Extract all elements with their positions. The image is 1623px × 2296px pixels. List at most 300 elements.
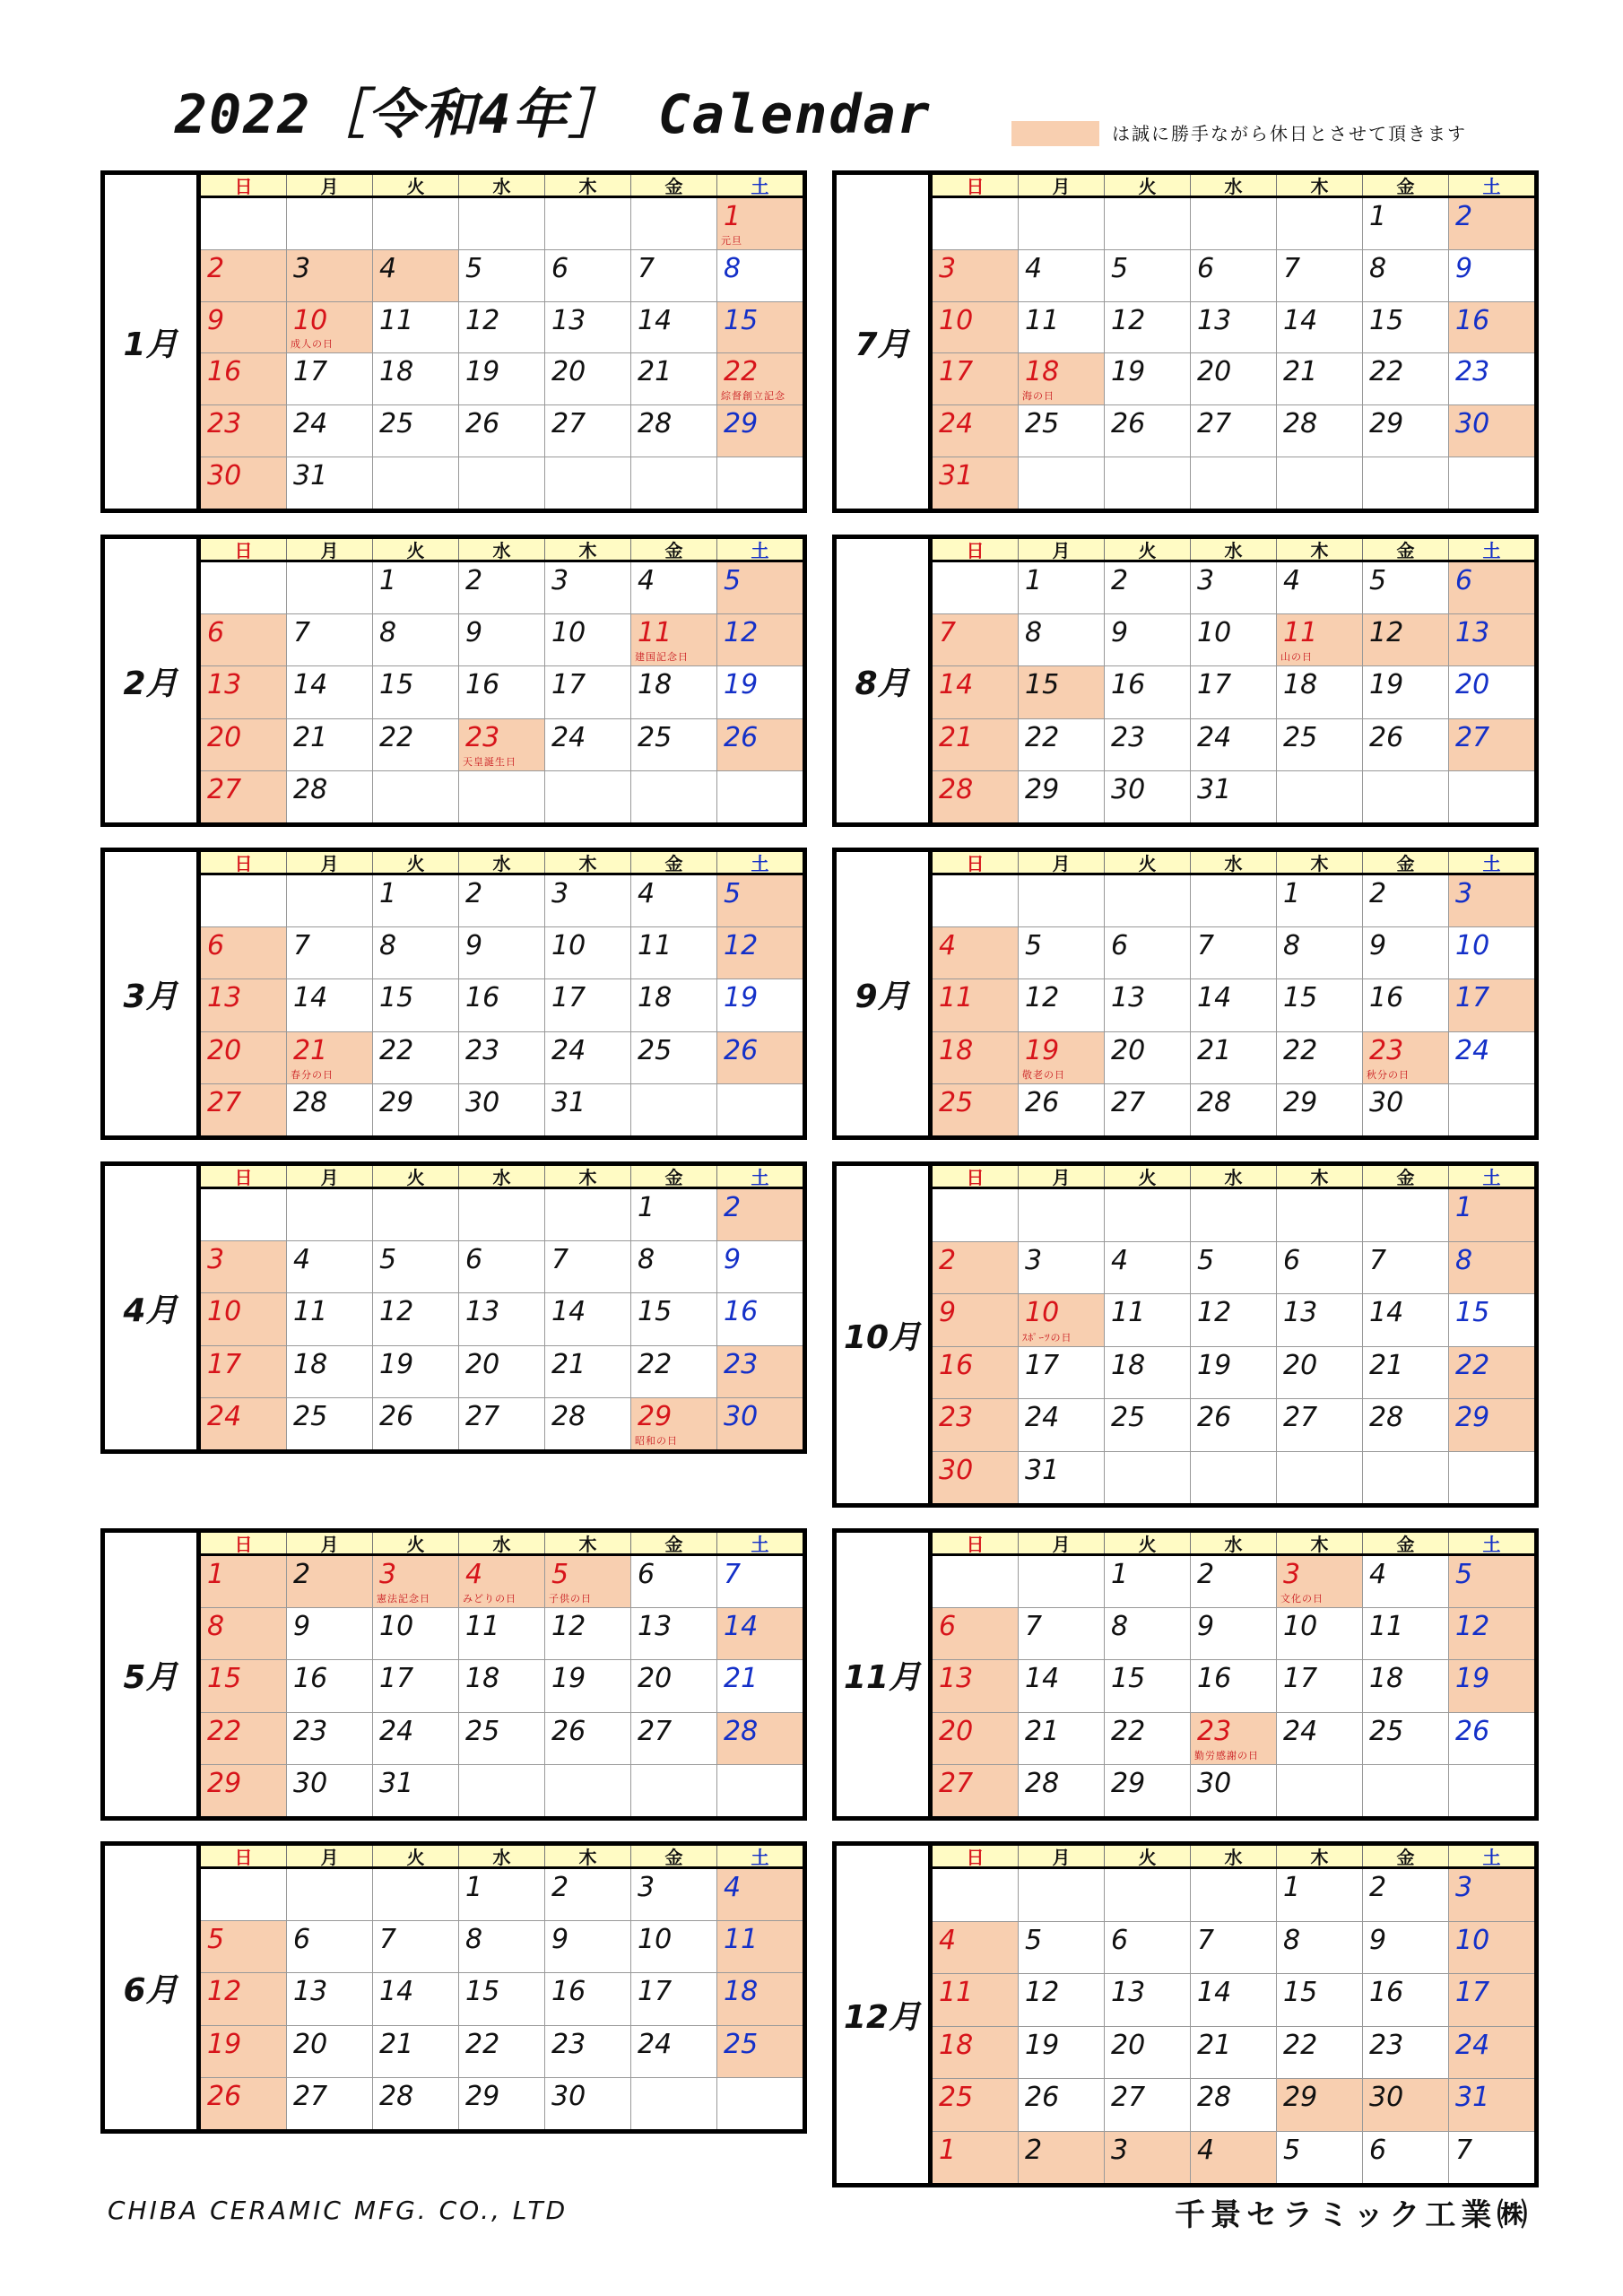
week-row (933, 1922, 1534, 1975)
empty-cell (1276, 771, 1362, 822)
day-cell (1018, 562, 1104, 613)
week-row (201, 1869, 803, 1921)
day-number: 21 (1197, 1034, 1232, 1066)
day-number: 2 (724, 1192, 742, 1223)
day-cell (716, 1921, 803, 1972)
weekday-header (201, 1533, 803, 1556)
weekday-label: 土 (716, 852, 803, 873)
day-number: 1 (1283, 878, 1301, 909)
day-cell (544, 1921, 630, 1972)
day-number: 16 (1369, 1977, 1404, 2008)
empty-cell (458, 1189, 544, 1240)
day-cell (1104, 1660, 1190, 1711)
day-number: 9 (207, 304, 225, 336)
week-row (933, 927, 1534, 979)
day-cell (1448, 1032, 1534, 1083)
day-cell (630, 1241, 716, 1292)
day-number: 11 (939, 1977, 974, 2008)
week-row (933, 1242, 1534, 1295)
day-cell (372, 1660, 458, 1711)
day-number: 10 (638, 1924, 673, 1956)
month-label: 11月 (837, 1533, 933, 1816)
day-cell (716, 614, 803, 665)
day-cell (933, 1608, 1018, 1659)
day-cell (1190, 250, 1276, 301)
day-cell (1018, 2132, 1104, 2184)
day-cell (1276, 927, 1362, 978)
month-grid (933, 1533, 1534, 1816)
weekday-label: 水 (458, 1533, 544, 1553)
holiday-name: 海の日 (1022, 390, 1055, 403)
day-cell (1190, 2027, 1276, 2079)
day-cell (201, 405, 286, 457)
day-number: 3 (1111, 2134, 1129, 2166)
day-cell (933, 302, 1018, 353)
empty-cell (201, 1869, 286, 1920)
weekday-label: 水 (1190, 175, 1276, 196)
day-cell (716, 1398, 803, 1449)
day-cell (201, 1608, 286, 1659)
empty-cell (1362, 771, 1448, 822)
weekday-label: 土 (1448, 1846, 1534, 1866)
weekday-header (933, 175, 1534, 198)
day-number: 26 (1197, 1402, 1232, 1433)
weekday-label: 水 (1190, 852, 1276, 873)
day-number: 16 (1197, 1663, 1232, 1695)
day-cell (458, 719, 544, 770)
day-cell (1190, 719, 1276, 770)
empty-cell (544, 1765, 630, 1816)
day-number: 16 (1111, 669, 1146, 701)
weekday-label: 水 (458, 852, 544, 873)
day-cell (716, 927, 803, 978)
empty-cell (286, 562, 372, 613)
day-number: 16 (1455, 304, 1490, 336)
day-number: 5 (1197, 1244, 1215, 1276)
day-number: 21 (939, 721, 974, 753)
weekday-label: 土 (1448, 1533, 1534, 1553)
empty-cell (1018, 198, 1104, 249)
day-cell (1018, 2079, 1104, 2131)
day-cell (1190, 1084, 1276, 1135)
day-number: 19 (1111, 356, 1146, 388)
day-cell (372, 405, 458, 457)
day-number: 22 (207, 1715, 242, 1747)
holiday-name: 敬老の日 (1022, 1068, 1065, 1081)
day-cell (544, 927, 630, 978)
day-number: 4 (1025, 252, 1043, 284)
weekday-header (933, 1533, 1534, 1556)
day-number: 27 (293, 2080, 328, 2112)
day-cell (201, 1556, 286, 1607)
day-number: 10 (1283, 1611, 1318, 1643)
day-cell (544, 353, 630, 404)
empty-cell (286, 875, 372, 926)
day-number: 11 (465, 1611, 500, 1643)
empty-cell (201, 875, 286, 926)
empty-cell (630, 1084, 716, 1135)
day-cell (933, 927, 1018, 978)
day-cell (1276, 1974, 1362, 2026)
day-number: 17 (293, 356, 328, 388)
day-cell (1362, 1242, 1448, 1294)
day-cell (1448, 927, 1534, 978)
day-number: 28 (939, 773, 974, 805)
day-number: 8 (379, 930, 397, 962)
day-number: 20 (1111, 1034, 1146, 1066)
weekday-label: 水 (1190, 539, 1276, 560)
day-number: 12 (1025, 1977, 1060, 2008)
day-cell (458, 2078, 544, 2129)
day-number: 9 (1369, 1924, 1387, 1956)
day-cell (372, 1973, 458, 2024)
day-cell (630, 1660, 716, 1711)
day-cell (1276, 1032, 1362, 1083)
day-number: 8 (1283, 1924, 1301, 1956)
day-number: 15 (724, 304, 759, 336)
empty-cell (630, 457, 716, 509)
empty-cell (544, 457, 630, 509)
day-number: 11 (638, 930, 673, 962)
day-number: 31 (1455, 2082, 1490, 2113)
day-cell (372, 1032, 458, 1083)
weekday-label: 日 (234, 1534, 253, 1555)
day-number: 9 (939, 1297, 957, 1328)
week-row (933, 1084, 1534, 1135)
day-number: 4 (1197, 2134, 1215, 2166)
day-cell (716, 353, 803, 404)
company-name-japanese: 千景セラミック工業㈱ (1175, 2197, 1533, 2233)
weekday-label: 月 (1018, 1166, 1104, 1187)
day-cell (201, 1921, 286, 1972)
day-cell (933, 2132, 1018, 2184)
day-cell (1104, 1242, 1190, 1294)
day-number: 29 (1025, 773, 1060, 805)
day-number: 25 (1111, 1402, 1146, 1433)
day-cell (1362, 2132, 1448, 2184)
week-row (201, 719, 803, 771)
empty-cell (1276, 198, 1362, 249)
day-cell (1104, 302, 1190, 353)
day-number: 4 (724, 1872, 742, 1903)
day-number: 27 (1111, 1086, 1146, 1118)
week-row (933, 1294, 1534, 1347)
holiday-name: 建国記念日 (635, 651, 689, 664)
day-number: 11 (638, 617, 673, 649)
empty-cell (544, 198, 630, 249)
day-cell (716, 1608, 803, 1659)
day-number: 20 (293, 2028, 328, 2060)
week-row (201, 250, 803, 302)
day-number: 22 (638, 1348, 673, 1380)
day-number: 31 (551, 1086, 586, 1118)
day-cell (458, 927, 544, 978)
weekday-label: 木 (1276, 175, 1362, 196)
day-number: 12 (724, 930, 759, 962)
day-cell (933, 1922, 1018, 1974)
weekday-label: 金 (1362, 1166, 1448, 1187)
week-row (201, 1973, 803, 2025)
day-number: 28 (379, 2080, 414, 2112)
day-cell (286, 1973, 372, 2024)
empty-cell (1190, 1869, 1276, 1921)
day-cell (1362, 2027, 1448, 2079)
day-number: 13 (1111, 982, 1146, 1014)
day-cell (286, 979, 372, 1031)
day-number: 2 (1197, 1559, 1215, 1590)
day-number: 29 (465, 2080, 500, 2112)
empty-cell (1018, 875, 1104, 926)
day-cell (716, 979, 803, 1031)
day-number: 16 (939, 1349, 974, 1381)
day-cell (201, 2078, 286, 2129)
empty-cell (716, 771, 803, 822)
day-number: 23 (1111, 721, 1146, 753)
weekday-label: 土 (1448, 539, 1534, 560)
day-cell (1018, 1084, 1104, 1135)
week-row (933, 771, 1534, 822)
day-number: 17 (207, 1348, 242, 1380)
day-number: 10 (1025, 1297, 1060, 1328)
day-cell (1018, 1452, 1104, 1504)
month-block (100, 1841, 807, 2134)
day-number: 27 (1455, 721, 1490, 753)
day-number: 26 (207, 2080, 242, 2112)
day-cell (716, 1973, 803, 2024)
empty-cell (458, 457, 544, 509)
month-grid (933, 175, 1534, 509)
day-cell (1362, 1084, 1448, 1135)
day-cell (716, 719, 803, 770)
day-cell (1104, 1974, 1190, 2026)
day-number: 21 (293, 1034, 328, 1066)
empty-cell (1018, 457, 1104, 509)
day-cell (1018, 1242, 1104, 1294)
day-cell (458, 302, 544, 353)
empty-cell (372, 457, 458, 509)
day-number: 12 (207, 1976, 242, 2008)
day-number: 20 (207, 1034, 242, 1066)
week-row (933, 1452, 1534, 1504)
day-number: 5 (551, 1559, 569, 1590)
day-number: 12 (379, 1296, 414, 1328)
day-cell (1018, 1399, 1104, 1451)
day-cell (372, 875, 458, 926)
day-cell (716, 1241, 803, 1292)
day-number: 1 (1111, 1559, 1129, 1590)
empty-cell (1362, 1452, 1448, 1504)
week-row (933, 405, 1534, 457)
day-cell (1104, 927, 1190, 978)
day-number: 24 (638, 2028, 673, 2060)
day-number: 7 (1197, 1924, 1215, 1956)
day-cell (1104, 1294, 1190, 1346)
week-row (933, 719, 1534, 771)
weekday-label: 火 (372, 852, 458, 873)
day-number: 30 (1111, 773, 1146, 805)
empty-cell (544, 771, 630, 822)
day-number: 8 (379, 617, 397, 649)
day-number: 1 (1369, 201, 1387, 232)
empty-cell (458, 198, 544, 249)
day-cell (630, 1346, 716, 1397)
day-cell (1018, 250, 1104, 301)
day-number: 5 (379, 1244, 397, 1276)
empty-cell (286, 1189, 372, 1240)
day-cell (1190, 1765, 1276, 1816)
day-cell (372, 1608, 458, 1659)
month-block (832, 170, 1539, 513)
day-cell (933, 1974, 1018, 2026)
empty-cell (286, 198, 372, 249)
day-number: 14 (551, 1296, 586, 1328)
weekday-label: 月 (286, 1166, 372, 1187)
weekday-label: 月 (1018, 175, 1104, 196)
day-cell (201, 2026, 286, 2077)
day-number: 13 (638, 1611, 673, 1643)
day-cell (372, 353, 458, 404)
day-cell (1018, 1032, 1104, 1083)
day-cell (1276, 405, 1362, 457)
day-number: 17 (551, 982, 586, 1014)
weekday-label: 土 (716, 1166, 803, 1187)
empty-cell (1018, 1869, 1104, 1921)
weekday-label: 木 (544, 175, 630, 196)
day-number: 16 (724, 1296, 759, 1328)
holiday-name: 綜督創立記念 (721, 390, 785, 403)
day-number: 3 (379, 1559, 397, 1590)
empty-cell (1018, 1556, 1104, 1607)
day-cell (1448, 1189, 1534, 1241)
weekday-header (201, 175, 803, 198)
month-label: 6月 (105, 1846, 201, 2129)
day-number: 23 (293, 1715, 328, 1747)
day-cell (933, 1032, 1018, 1083)
week-row (933, 1660, 1534, 1712)
month-grid (201, 1846, 803, 2129)
empty-cell (933, 1556, 1018, 1607)
weekday-header (201, 539, 803, 562)
day-number: 14 (1197, 1977, 1232, 2008)
day-number: 8 (207, 1611, 225, 1643)
day-cell (1018, 927, 1104, 978)
weekday-label: 金 (1362, 1846, 1448, 1866)
day-cell (544, 2078, 630, 2129)
day-cell (1104, 1347, 1190, 1399)
weekday-label: 月 (286, 1846, 372, 1866)
day-cell (1362, 405, 1448, 457)
day-number: 24 (293, 408, 328, 440)
day-cell (1276, 1347, 1362, 1399)
day-number: 7 (551, 1244, 569, 1276)
week-row (201, 405, 803, 457)
day-cell (544, 250, 630, 301)
day-cell (1362, 1032, 1448, 1083)
month-grid (933, 1166, 1534, 1503)
day-cell (1018, 1765, 1104, 1816)
day-number: 12 (1369, 617, 1404, 649)
day-cell (201, 250, 286, 301)
day-cell (286, 1398, 372, 1449)
weekday-label: 水 (1190, 1846, 1276, 1866)
day-cell (1190, 927, 1276, 978)
day-cell (286, 250, 372, 301)
day-number: 1 (207, 1559, 225, 1590)
day-number: 29 (1111, 1767, 1146, 1799)
day-cell (372, 719, 458, 770)
day-number: 27 (1197, 408, 1232, 440)
day-number: 22 (1025, 721, 1060, 753)
empty-cell (716, 2078, 803, 2129)
day-cell (933, 666, 1018, 718)
day-number: 8 (638, 1244, 655, 1276)
day-cell (372, 250, 458, 301)
day-number: 19 (1025, 2029, 1060, 2061)
day-cell (544, 1713, 630, 1764)
day-cell (1104, 1922, 1190, 1974)
day-number: 9 (551, 1924, 569, 1956)
day-number: 1 (638, 1192, 655, 1223)
day-cell (1362, 1974, 1448, 2026)
day-number: 15 (379, 982, 414, 1014)
day-number: 11 (1025, 304, 1060, 336)
weekday-label: 木 (544, 539, 630, 560)
day-number: 6 (465, 1244, 483, 1276)
weekday-label: 月 (1018, 852, 1104, 873)
day-cell (1276, 2132, 1362, 2184)
week-row (933, 353, 1534, 405)
weekday-label: 木 (544, 1533, 630, 1553)
day-cell (1018, 1922, 1104, 1974)
day-number: 18 (293, 1348, 328, 1380)
week-row (933, 457, 1534, 509)
day-number: 3 (1455, 878, 1473, 909)
day-number: 5 (1111, 252, 1129, 284)
day-number: 23 (939, 1402, 974, 1433)
day-number: 2 (939, 1244, 957, 1276)
day-number: 25 (1283, 721, 1318, 753)
weekday-label: 火 (1104, 852, 1190, 873)
day-cell (458, 1973, 544, 2024)
day-cell (933, 1765, 1018, 1816)
day-number: 29 (638, 1400, 673, 1432)
day-cell (630, 979, 716, 1031)
day-cell (201, 1660, 286, 1711)
day-number: 1 (379, 565, 397, 596)
day-number: 27 (207, 773, 242, 805)
day-number: 23 (465, 1034, 500, 1066)
empty-cell (1362, 1765, 1448, 1816)
day-number: 18 (1369, 1663, 1404, 1695)
week-row (201, 1765, 803, 1816)
day-number: 22 (724, 356, 759, 388)
day-cell (1276, 1869, 1362, 1921)
day-number: 14 (638, 304, 673, 336)
week-row (933, 1399, 1534, 1452)
day-number: 7 (638, 252, 655, 284)
day-number: 14 (379, 1976, 414, 2008)
day-number: 14 (1025, 1663, 1060, 1695)
day-cell (1190, 1660, 1276, 1711)
day-cell (201, 979, 286, 1031)
week-row (933, 2027, 1534, 2080)
day-number: 12 (1455, 1611, 1490, 1643)
month-grid (201, 1533, 803, 1816)
day-number: 13 (1283, 1297, 1318, 1328)
day-cell (544, 302, 630, 353)
day-cell (201, 1293, 286, 1344)
day-cell (1276, 979, 1362, 1031)
